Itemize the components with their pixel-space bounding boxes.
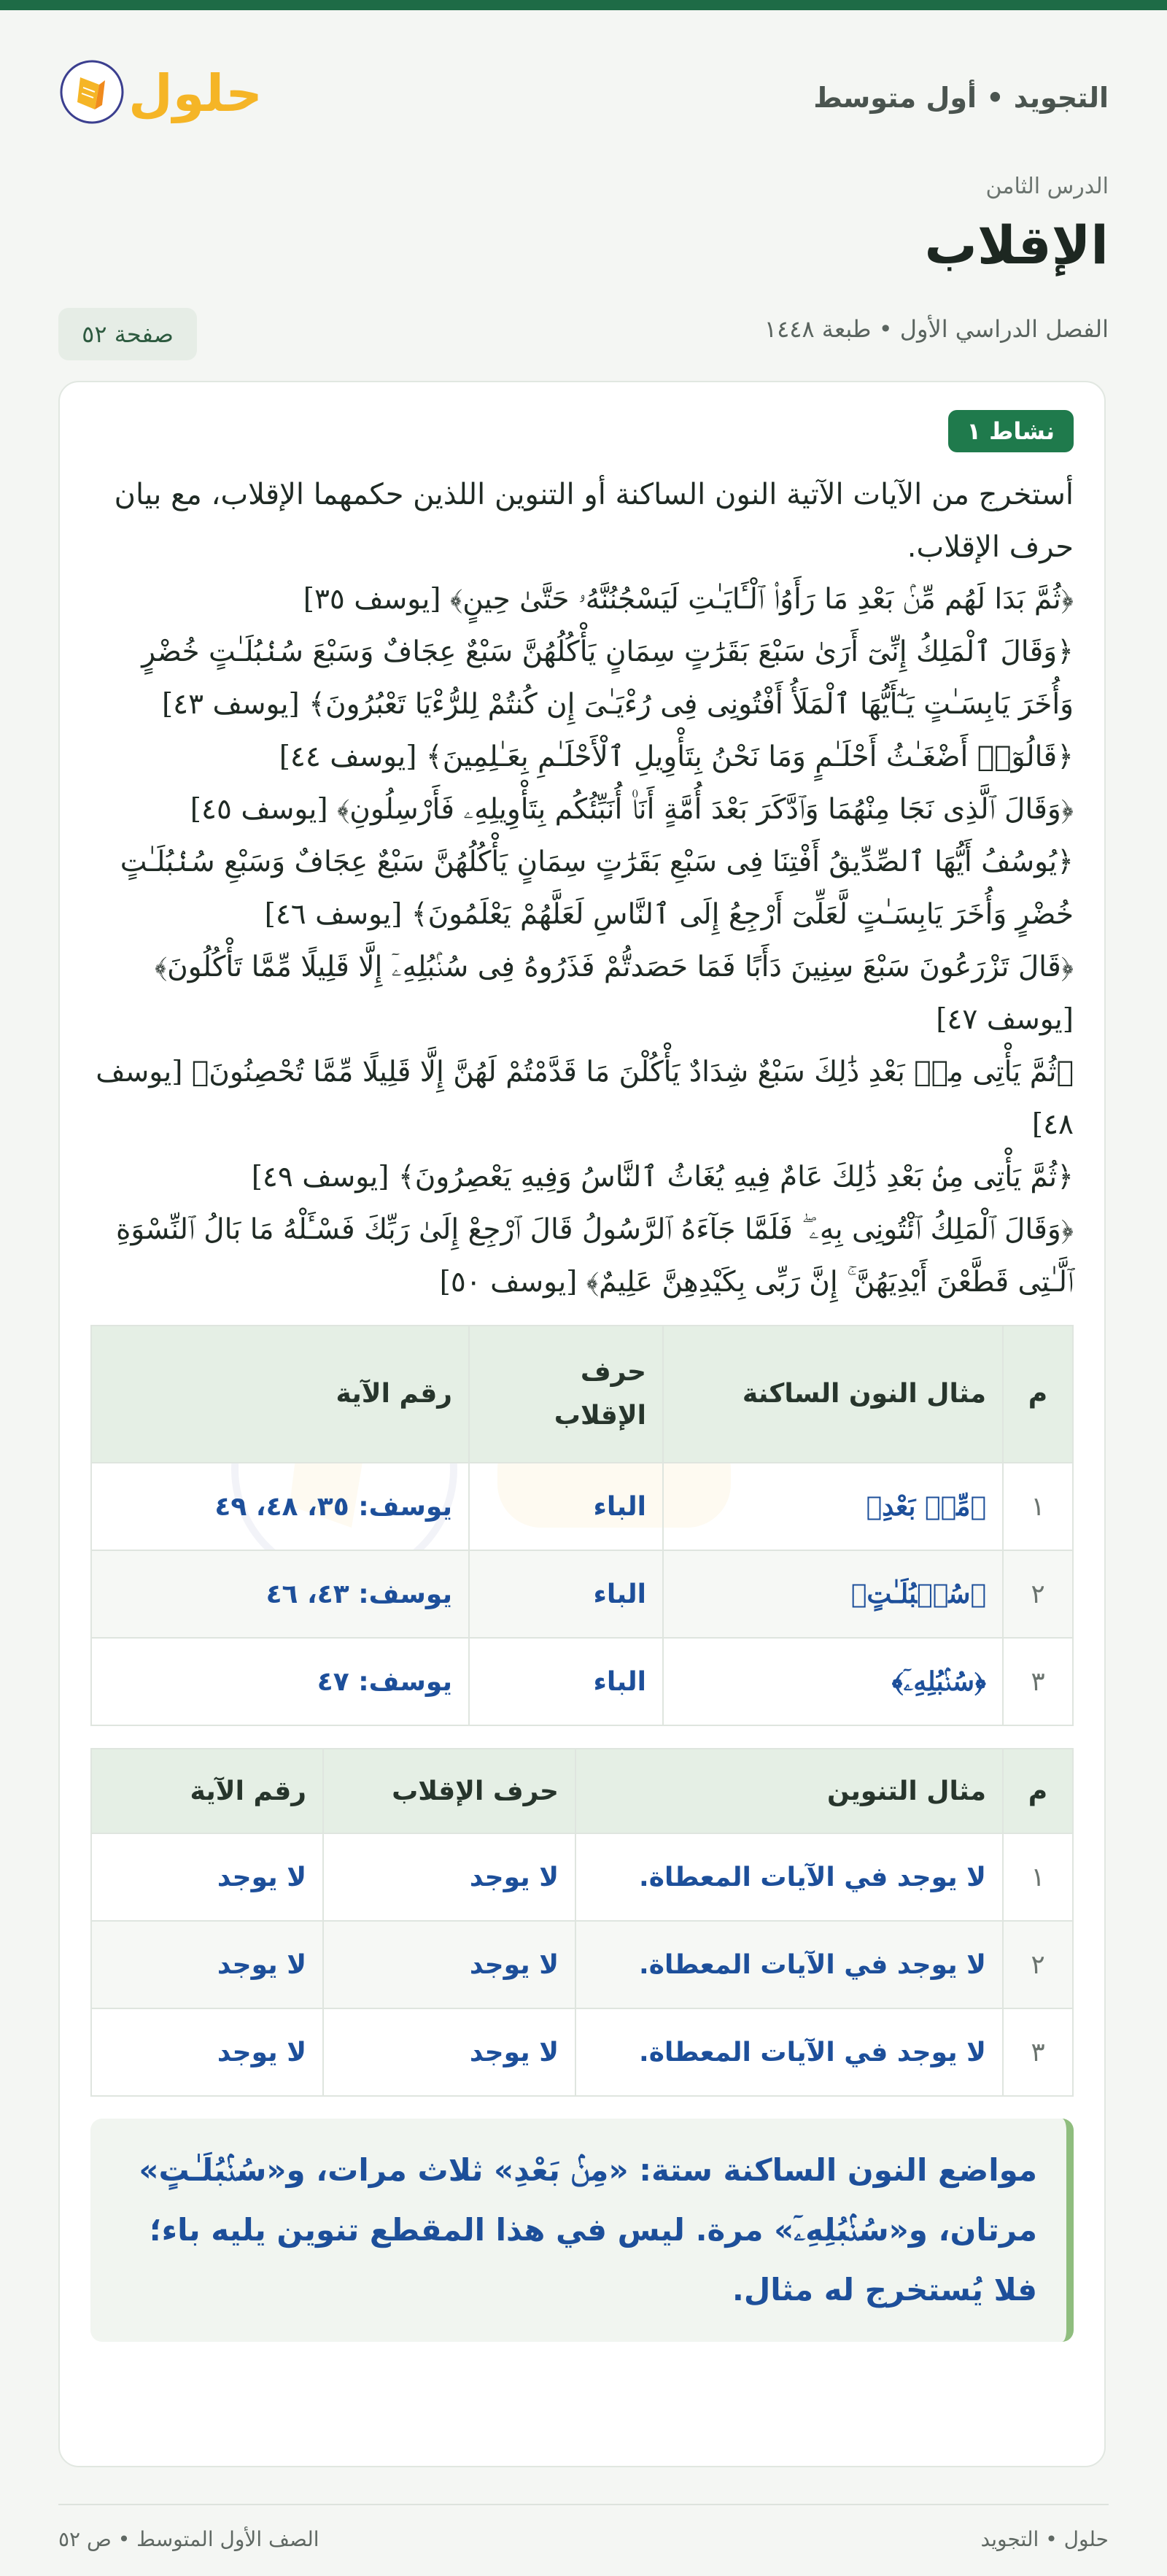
verse-line: ﴿قَالُوٓا۟ أَضْغَـٰثُ أَحْلَـٰمٍ وَمَا نَحْنُ بِتَأْوِيلِ ٱلْأَحْلَـٰمِ بِعَـٰلِمِينَ﴾ [يوسف ٤٤] — [279, 740, 1074, 773]
cell-ayah: لا يوجد — [91, 1833, 323, 1921]
col-header-ayah: رقم الآية — [91, 1326, 469, 1463]
cell-m: ٣ — [1003, 1638, 1073, 1725]
verse-line: ﴿ثُمَّ بَدَا لَهُم مِّنۢ بَعْدِ مَا رَأَوُا۟ ٱلْـَٔايَـٰتِ لَيَسْجُنُنَّهُۥ حَتَّىٰ حِينٍ﴾ [يوسف ٣٥] — [303, 583, 1074, 616]
cell-ayah: يوسف: ٤٣، ٤٦ — [91, 1550, 469, 1638]
cell-example: ﴿مِّنۢ بَعْدِ﴾ — [663, 1463, 1003, 1550]
col-header-example: مثال التنوين — [575, 1749, 1003, 1833]
cell-ayah: يوسف: ٤٧ — [91, 1638, 469, 1725]
tanween-table — [90, 1748, 1074, 2097]
activity-card — [58, 381, 1106, 2467]
verse-line: ﴿وَقَالَ ٱلْمَلِكُ ٱئْتُونِى بِهِۦ ۖ فَلَمَّا جَآءَهُ ٱلرَّسُولُ قَالَ ٱرْجِعْ إِلَىٰ رَبِّكَ فَسْـَٔلْهُ مَا بَالُ ٱلنِّسْوَةِ ٱلَّـٰتِى قَطَّعْنَ أَيْدِيَهُنَّ ۚ إِنَّ رَبِّى بِكَيْدِهِنَّ عَلِيمٌ﴾ [يوسف ٥٠] — [115, 1213, 1074, 1299]
table-row — [91, 1463, 1073, 1550]
subject-label: التجويد • أول متوسط — [813, 82, 1109, 114]
hulul-logo — [58, 55, 263, 128]
verse-line: ﴿قَالَ تَزْرَعُونَ سَبْعَ سِنِينَ دَأَبًا فَمَا حَصَدتُّمْ فَذَرُوهُ فِى سُنۢبُلِهِۦٓ إِلَّا قَلِيلًا مِّمَّا تَأْكُلُونَ﴾ [يوسف ٤٧] — [154, 951, 1074, 1036]
table-row — [91, 1550, 1073, 1638]
cell-example: ﴿سُنۢبُلَـٰتٍ﴾ — [663, 1550, 1003, 1638]
cell-ayah: لا يوجد — [91, 2008, 323, 2096]
summary-note: مواضع النون الساكنة ستة: «مِنۢ بَعْدِ» ثلاث مرات، و«سُنۢبُلَـٰتٍ» مرتان، و«سُنۢبُلِهِۦٓ» مرة. ليس في هذا المقطع تنوين يليه باء؛ فلا يُستخرج له مثال. — [90, 2119, 1074, 2342]
noon-sakinah-table — [90, 1325, 1074, 1726]
cell-m: ٢ — [1003, 1550, 1073, 1638]
page-number-badge: صفحة ٥٢ — [58, 308, 197, 360]
cell-example: لا يوجد في الآيات المعطاة. — [575, 1921, 1003, 2008]
cell-letter: لا يوجد — [323, 2008, 575, 2096]
col-header-example: مثال النون الساكنة — [663, 1326, 1003, 1463]
logo-wordmark: حلول — [128, 63, 263, 123]
activity-content — [90, 468, 1074, 2342]
cell-example: لا يوجد في الآيات المعطاة. — [575, 1833, 1003, 1921]
footer-brand-subject: حلول • التجويد — [980, 2527, 1109, 2551]
top-accent-bar — [0, 0, 1167, 10]
cell-m: ٢ — [1003, 1921, 1073, 2008]
table-row — [91, 1921, 1073, 2008]
col-header-letter: حرف الإقلاب — [469, 1326, 663, 1463]
verses-block — [90, 573, 1074, 1309]
cell-letter: لا يوجد — [323, 1921, 575, 2008]
lesson-number: الدرس الثامن — [985, 174, 1109, 199]
page-footer — [58, 2504, 1109, 2571]
cell-letter: لا يوجد — [323, 1833, 575, 1921]
verse-line: ﴿وَقَالَ ٱلَّذِى نَجَا مِنْهُمَا وَٱدَّكَرَ بَعْدَ أُمَّةٍ أَنَا۠ أُنَبِّئُكُم بِتَأْوِيلِهِۦ فَأَرْسِلُونِ﴾ [يوسف ٤٥] — [190, 793, 1074, 826]
lesson-title: الإقلاب — [924, 214, 1109, 276]
verse-line: ﴿ثُمَّ يَأْتِى مِنۢ بَعْدِ ذَٰلِكَ سَبْعٌ شِدَادٌ يَأْكُلْنَ مَا قَدَّمْتُمْ لَهُنَّ إِلَّا قَلِيلًا مِّمَّا تُحْصِنُونَ﴾ [يوسف ٤٨] — [96, 1056, 1074, 1141]
cell-m: ١ — [1003, 1833, 1073, 1921]
activity-instruction: أستخرج من الآيات الآتية النون الساكنة أو التنوين اللذين حكمهما الإقلاب، مع بيان حرف الإقلاب. — [114, 478, 1074, 564]
cell-example: لا يوجد في الآيات المعطاة. — [575, 2008, 1003, 2096]
verse-line: ﴿يُوسُفُ أَيُّهَا ٱلصِّدِّيقُ أَفْتِنَا فِى سَبْعِ بَقَرَٰتٍ سِمَانٍ يَأْكُلُهُنَّ سَبْعٌ عِجَافٌ وَسَبْعِ سُنۢبُلَـٰتٍ خُضْرٍ وَأُخَرَ يَابِسَـٰتٍ لَّعَلِّىٓ أَرْجِعُ إِلَى ٱلنَّاسِ لَعَلَّهُمْ يَعْلَمُونَ﴾ [يوسف ٤٦] — [120, 846, 1074, 931]
cell-letter: الباء — [469, 1638, 663, 1725]
activity-badge: نشاط ١ — [948, 410, 1074, 452]
cell-letter: الباء — [469, 1463, 663, 1550]
col-header-ayah: رقم الآية — [91, 1749, 323, 1833]
table-row — [91, 1833, 1073, 1921]
table-row — [91, 2008, 1073, 2096]
verse-line: ﴿ثُمَّ يَأْتِى مِنۢ بَعْدِ ذَٰلِكَ عَامٌ فِيهِ يُغَاثُ ٱلنَّاسُ وَفِيهِ يَعْصِرُونَ﴾ [يوسف ٤٩] — [251, 1161, 1074, 1194]
footer-grade-page: الصف الأول المتوسط • ص ٥٢ — [58, 2527, 319, 2551]
semester-edition: الفصل الدراسي الأول • طبعة ١٤٤٨ — [764, 315, 1109, 343]
cell-letter: الباء — [469, 1550, 663, 1638]
table-row — [91, 1638, 1073, 1725]
verse-line: ﴿وَقَالَ ٱلْمَلِكُ إِنِّىٓ أَرَىٰ سَبْعَ بَقَرَٰتٍ سِمَانٍ يَأْكُلُهُنَّ سَبْعٌ عِجَافٌ وَسَبْعَ سُنۢبُلَـٰتٍ خُضْرٍ وَأُخَرَ يَابِسَـٰتٍ يَـٰٓأَيُّهَا ٱلْمَلَأُ أَفْتُونِى فِى رُءْيَـٰىَ إِن كُنتُمْ لِلرُّءْيَا تَعْبُرُونَ﴾ [يوسف ٤٣] — [141, 635, 1074, 721]
cell-m: ١ — [1003, 1463, 1073, 1550]
col-header-m: م — [1003, 1326, 1073, 1463]
cell-ayah: يوسف: ٣٥، ٤٨، ٤٩ — [91, 1463, 469, 1550]
cell-example: ﴿سُنۢبُلِهِۦٓ﴾ — [663, 1638, 1003, 1725]
col-header-letter: حرف الإقلاب — [323, 1749, 575, 1833]
cell-ayah: لا يوجد — [91, 1921, 323, 2008]
col-header-m: م — [1003, 1749, 1073, 1833]
cell-m: ٣ — [1003, 2008, 1073, 2096]
